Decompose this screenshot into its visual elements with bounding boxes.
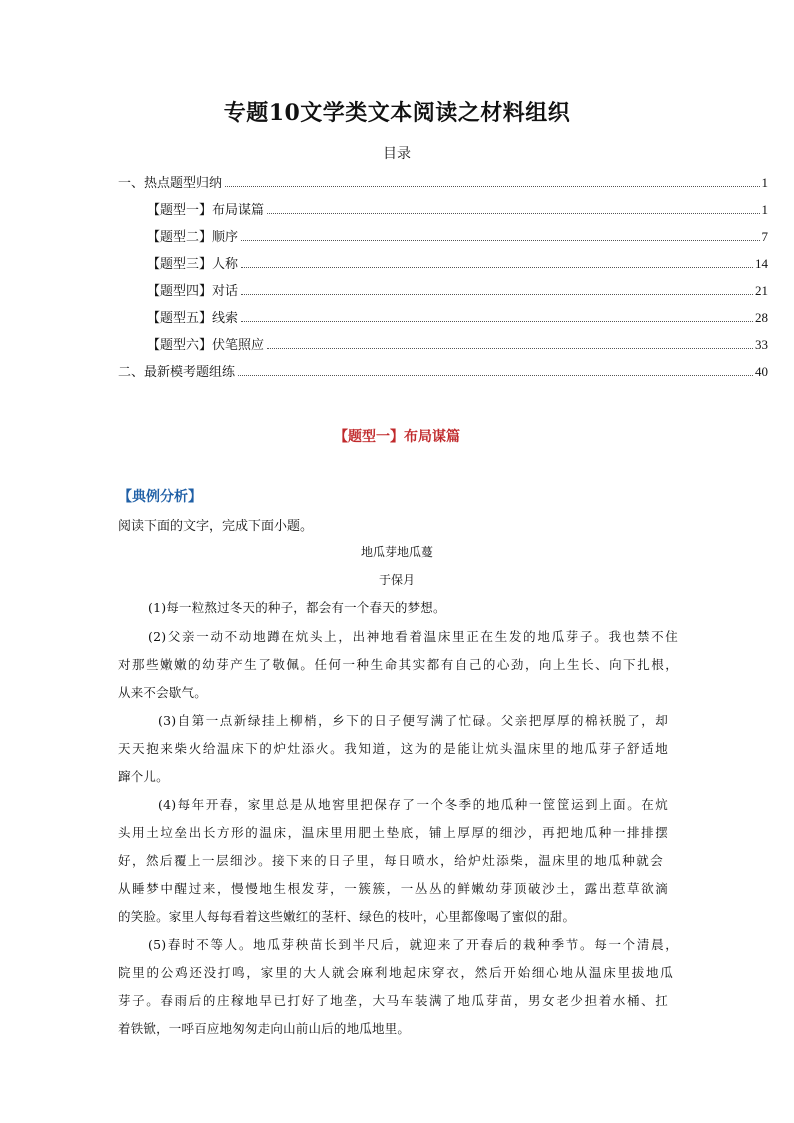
- document-title: 专题10文学类文本阅读之材料组织: [223, 100, 571, 126]
- toc-entry-text: 【题型六】伏笔照应: [147, 338, 265, 353]
- toc-leader-dots: [267, 212, 759, 214]
- toc-leader-dots: [238, 374, 753, 376]
- toc-leader-dots: [241, 320, 753, 322]
- paragraph-line: 的笑脸。家里人每每看着这些嫩红的茎杆、绿色的枝叶，心里都像喝了蜜似的甜。: [118, 909, 576, 924]
- example-heading: 【典例分析】: [118, 489, 202, 505]
- toc-leader-dots: [241, 293, 753, 295]
- toc-entry[interactable]: [147, 254, 768, 272]
- toc-leader-dots: [241, 266, 753, 268]
- paragraph-line: (3)自第一点新绿挂上柳梢，乡下的日子便写满了忙碌。父亲把厚厚的棉袄脱了，却: [158, 713, 668, 728]
- paragraph-line: 好，然后覆上一层细沙。接下来的日子里，每日喷水，给炉灶添柴，温床里的地瓜种就会: [118, 853, 663, 868]
- toc-entry-page: 1: [761, 202, 768, 217]
- toc-entry-page: 28: [755, 310, 768, 325]
- toc-entry-page: 7: [761, 229, 768, 244]
- toc-entry[interactable]: [147, 335, 768, 353]
- paragraph-line: 从来不会歇气。: [118, 685, 207, 700]
- paragraph-line: 院里的公鸡还没打鸣，家里的大人就会麻利地起床穿衣，然后开始细心地从温床里拔地瓜: [118, 965, 673, 980]
- paragraph-line: 芽子。春雨后的庄稼地早已打好了地垄，大马车装满了地瓜芽苗，男女老少担着水桶、扛: [118, 993, 668, 1008]
- paragraph-line: 头用土垃垒出长方形的温床，温床里用肥土垫底，铺上厚厚的细沙，再把地瓜种一排排摆: [118, 825, 668, 840]
- toc-entry-page: 40: [755, 364, 768, 379]
- toc-entry-page: 21: [755, 283, 768, 298]
- essay-author: 于保月: [378, 573, 415, 587]
- paragraph-line: 着铁锨，一呼百应地匆匆走向山前山后的地瓜地里。: [118, 1021, 411, 1036]
- toc-entry-text: 二、最新模考题组练: [118, 365, 236, 380]
- toc-entry[interactable]: [118, 173, 768, 191]
- toc-entry-page: 14: [755, 256, 768, 271]
- toc-entry-text: 【题型二】顺序: [147, 230, 239, 245]
- toc-entry-text: 【题型三】人称: [147, 257, 239, 272]
- paragraph-line: 天天抱来柴火给温床下的炉灶添火。我知道，这为的是能让炕头温床里的地瓜芽子舒适地: [118, 741, 668, 756]
- toc-entry[interactable]: [147, 281, 768, 299]
- paragraph-line: (1)每一粒熬过冬天的种子，都会有一个春天的梦想。: [148, 600, 446, 615]
- paragraph-line: (2)父亲一动不动地蹲在炕头上，出神地看着温床里正在生发的地瓜芽子。我也禁不住: [148, 629, 678, 644]
- toc-entry[interactable]: [118, 362, 768, 380]
- toc-leader-dots: [241, 239, 759, 241]
- toc-entry-text: 【题型五】线索: [147, 311, 239, 326]
- toc-entry[interactable]: [147, 308, 768, 326]
- toc-entry[interactable]: [147, 200, 768, 218]
- paragraph-line: (4)每年开春，家里总是从地窖里把保存了一个冬季的地瓜种一筐筐运到上面。在炕: [158, 797, 668, 812]
- toc-leader-dots: [267, 347, 753, 349]
- toc-entry[interactable]: [147, 227, 768, 245]
- toc-entry-text: 【题型四】对话: [147, 284, 239, 299]
- toc-entry-page: 1: [761, 175, 768, 190]
- paragraph-line: 蹿个儿。: [118, 769, 169, 784]
- instruction-text: 阅读下面的文字，完成下面小题。: [118, 519, 314, 534]
- paragraph-line: 对那些嫩嫩的幼芽产生了敬佩。任何一种生命其实都有自己的心劲，向上生长、向下扎根，: [118, 657, 678, 672]
- toc-heading: 目录: [383, 146, 411, 162]
- section-heading: 【题型一】布局谋篇: [334, 429, 460, 445]
- toc-leader-dots: [225, 185, 759, 187]
- paragraph-line: (5)春时不等人。地瓜芽秧苗长到半尺后，就迎来了开春后的栽种季节。每一个清晨，: [148, 937, 678, 952]
- essay-title: 地瓜芽地瓜蔓: [360, 545, 433, 559]
- toc-entry-page: 33: [755, 337, 768, 352]
- paragraph-line: 从睡梦中醒过来，慢慢地生根发芽，一簇簇，一丛丛的鲜嫩幼芽顶破沙土，露出惹草欲滴: [118, 881, 668, 896]
- toc-entry-text: 【题型一】布局谋篇: [147, 203, 265, 218]
- toc-entry-text: 一、热点题型归纳: [118, 176, 223, 191]
